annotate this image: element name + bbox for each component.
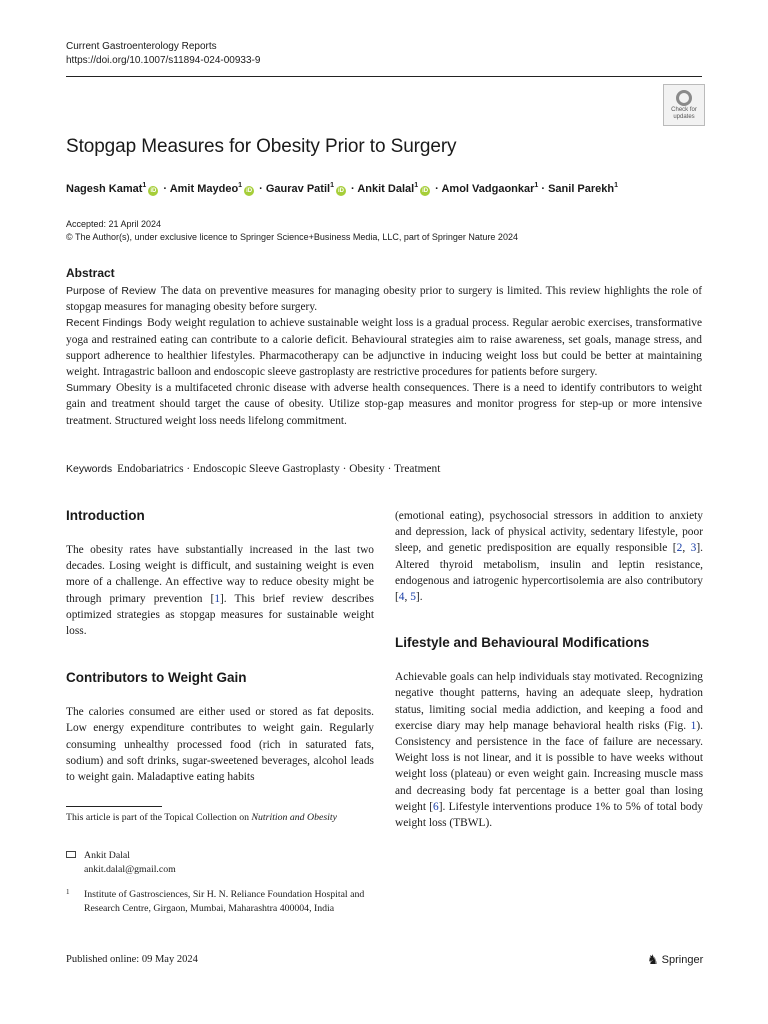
correspondence — [66, 849, 366, 876]
contributors-paragraph: The calories consumed are either used or stored as fat deposits. Low energy expenditure contributes to weight gain. Regularly consuming unhealthy processed food (rich in saturated fats, sodium) and soft drinks, sugar-sweetened beverages, alcohol leads to weight gain. Maladaptive eating habits — [66, 706, 374, 784]
purpose-label: Purpose of Review — [66, 285, 156, 297]
author-separator: · — [538, 183, 549, 195]
keywords-text: Endobariatrics · Endoscopic Sleeve Gastroplasty · Obesity · Treatment — [117, 463, 441, 475]
abstract-section — [66, 266, 702, 429]
orcid-icon[interactable]: iD — [150, 188, 157, 194]
article-dates — [66, 218, 518, 244]
author-affiliation-marker: 1 — [414, 182, 419, 189]
article-title: Stopgap Measures for Obesity Prior to Surgery — [66, 136, 457, 157]
journal-header — [66, 40, 260, 68]
author-affiliation-marker: 1 — [142, 182, 147, 189]
citation-link[interactable]: 6 — [433, 800, 439, 813]
author-email[interactable]: ankit.dalal@gmail.com — [84, 863, 176, 875]
introduction-paragraph: The obesity rates have substantially increased in the last two decades. Losing weight is difficult, and sustaining weight is even more of a challenge. An effective way to reduce obesity might be through primary prevention [1]. This brief review describes optimized strategies as stopgap measures for sustainable weight loss. — [66, 544, 374, 638]
corresponding-author: Ankit Dalal — [84, 850, 130, 861]
author-list — [66, 178, 618, 197]
published-date: Published online: 09 May 2024 — [66, 954, 198, 965]
author-affiliation-marker: 1 — [534, 182, 539, 189]
orcid-icon[interactable]: iD — [422, 188, 429, 194]
keywords-label: Keywords — [66, 463, 113, 475]
right-column — [395, 508, 703, 831]
author-name[interactable]: Gaurav Patil — [265, 183, 331, 195]
left-column — [66, 506, 374, 785]
author-separator: · — [347, 183, 358, 195]
citation-link[interactable]: 4 — [398, 591, 405, 604]
findings-label: Recent Findings — [66, 317, 143, 330]
author-name[interactable]: Amit Maydeo — [169, 183, 239, 195]
springer-horse-icon: ♞ — [647, 952, 659, 967]
abstract-findings: Recent Findings Body weight regulation to achieve sustainable weight loss is a gradual process. Regular aerobic exercises, transformative yoga and restrained eating can contribute to a calorie deficit. Behavioural strategies aim to raise awareness, set goals, manage stress, and support adherence to healthier lifestyles. Pharmacotherapy can be adjunctive in inducing weight loss but could be better at maintaining weight. Intragastric balloon and endoscopic sleeve gastroplasty are restrictive procedures for patients before surgery. — [66, 317, 702, 379]
affiliation-text: Institute of Gastrosciences, Sir H. N. Reliance Foundation Hospital and Research Centre, Girgaon, Mumbai, Maharashtra 400004, India — [84, 889, 365, 914]
lifestyle-heading: Lifestyle and Behavioural Modifications — [395, 635, 650, 651]
author-name[interactable]: Amol Vadgaonkar — [441, 183, 535, 195]
journal-name: Current Gastroenterology Reports — [66, 41, 217, 52]
abstract-purpose: Purpose of Review The data on preventive measures for managing obesity prior to surgery is limited. This review highlights the role of stopgap measures for managing obesity before surgery. — [66, 285, 702, 314]
envelope-icon — [66, 851, 76, 858]
citation-link[interactable]: 3 — [690, 542, 697, 555]
citation-link[interactable]: 1 — [214, 592, 221, 605]
topical-collection-note: This article is part of the Topical Collection on Nutrition and Obesity — [66, 812, 337, 823]
author-separator: · — [432, 183, 442, 195]
abstract-heading: Abstract — [66, 266, 115, 280]
accepted-date: Accepted: 21 April 2024 — [66, 219, 162, 229]
author-name[interactable]: Ankit Dalal — [357, 183, 415, 195]
contributors-continued-paragraph: (emotional eating), psychosocial stressors in addition to anxiety and depression, lack of physical activity, sedentary lifestyle, poor sleep, and genetic predisposition are equally responsible [2, 3]. Altered thyroid metabolism, insulin and leptin resistance, endogenous and iatrogenic hypercortisolemia are also contributory [4, 5]. — [395, 510, 703, 604]
author-name[interactable]: Sanil Parekh — [548, 183, 615, 195]
figure-link[interactable]: 1 — [690, 719, 697, 732]
lifestyle-paragraph: Achievable goals can help individuals stay motivated. Recognizing negative thought patterns, having an adequate sleep, hydration status, limiting social media addiction, and keeping a food and exercise diary may help manage behavioral health risks (Fig. 1). Consistency and persistence in the face of failure are necessary. Weight loss is not linear, and it is possible to have weeks without weight loss (plateau) or even weight gain. Increasing muscle mass and decreasing body fat percentage is a better goal than losing weight [6]. Lifestyle interventions produce 1% to 5% of total body weight loss (TBWL). — [395, 671, 703, 830]
publisher-logo — [647, 952, 703, 968]
introduction-heading: Introduction — [66, 508, 145, 523]
keywords — [66, 461, 702, 477]
author-separator: · — [256, 183, 266, 195]
check-for-updates-icon — [676, 90, 692, 106]
publisher-name: Springer — [661, 954, 704, 966]
check-for-updates-badge[interactable]: Check for updates — [663, 84, 705, 126]
contributors-heading: Contributors to Weight Gain — [66, 670, 247, 686]
abstract-summary: Summary Obesity is a multifaceted chronic disease with adverse health consequences. There is a need to identify contributors to weight gain and treatment should target the cause of obesity. Utilize stop-gap measures and monitor progress for step-up or more intensive treatment. Structured weight loss needs lifelong commitment. — [66, 382, 702, 427]
author-affiliation-marker: 1 — [238, 182, 243, 189]
orcid-icon[interactable]: iD — [246, 188, 253, 194]
citation-link[interactable]: 2 — [676, 542, 683, 555]
author-affiliation-marker: 1 — [330, 182, 334, 189]
affiliation — [66, 888, 366, 915]
author-name[interactable]: Nagesh Kamat — [66, 183, 143, 195]
author-affiliation-marker: 1 — [614, 182, 619, 189]
citation-link[interactable]: 5 — [410, 591, 416, 604]
affiliation-number: 1 — [66, 888, 70, 896]
doi-link[interactable]: https://doi.org/10.1007/s11894-024-00933-9 — [66, 55, 261, 66]
author-separator: · — [160, 183, 170, 195]
summary-label: Summary — [66, 382, 111, 395]
copyright-line: © The Author(s), under exclusive licence to Springer Science+Business Media, LLC, part of Springer Nature 2024 — [66, 232, 518, 242]
header-rule — [66, 76, 702, 77]
orcid-icon[interactable]: iD — [337, 188, 344, 194]
footnote-rule — [66, 806, 162, 807]
